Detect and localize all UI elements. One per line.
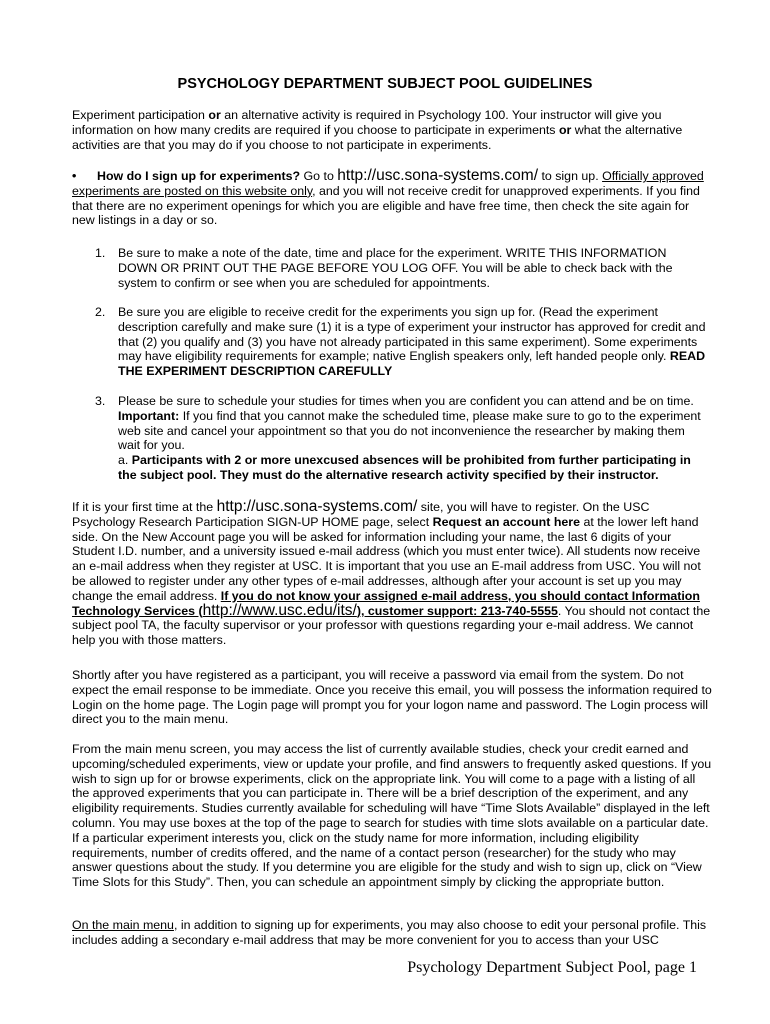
step-3-important: Important: <box>118 408 180 423</box>
its-contact-text: If you do not know your assigned e-mail address, you should contact Information Technology Services ( <box>72 588 700 618</box>
step-2-bold: READ THE EXPERIMENT DESCRIPTION CAREFULLY <box>118 349 706 379</box>
its-link[interactable]: http://www.usc.edu/its/ <box>202 601 357 619</box>
step-2-marker: 2. <box>95 305 106 319</box>
register-text-3: at the lower left hand side. On the New Account page you will be asked for information including your name, the last 6 digits of your Student I.D. number, and a university issued e-mail address (which you must enter twice). All students now receive an e-mail address when they register at USC. It is important that you use an E-mail address from USC. You will not be allowed to register under any other types of e-mail addresses, although after your account is set up you may change the email address. <box>72 514 701 603</box>
profile-paragraph <box>72 918 712 948</box>
step-2-text: Be sure you are eligible to receive credit for the experiments you sign up for. (Read the experiment description carefully and make sure (1) it is a type of experiment your instructor has approved for credit and that (2) you qualify and (3) you have not already participated in this same experiment). Some experiments may have eligibility requirements for example; native English speakers only, left handed people only. <box>118 305 706 364</box>
signup-question: How do I sign up for experiments? <box>97 169 301 183</box>
intro-or-1: or <box>208 108 221 122</box>
page-footer: Psychology Department Subject Pool, page 1 <box>407 959 697 976</box>
request-account-label: Request an account here <box>432 514 580 529</box>
signup-text-1: to sign up. <box>538 169 603 183</box>
signup-underlined: Officially approved experiments are posted on this website only <box>72 169 704 198</box>
sona-link[interactable]: http://usc.sona-systems.com/ <box>337 167 539 184</box>
page-title: PSYCHOLOGY DEPARTMENT SUBJECT POOL GUIDELINES <box>177 76 593 92</box>
step-3-marker: 3. <box>95 394 106 408</box>
intro-or-2: or <box>558 122 572 137</box>
register-paragraph <box>72 500 712 648</box>
intro-text-1: Experiment participation <box>72 108 209 122</box>
profile-text: , in addition to signing up for experiments, you may also choose to edit your personal profile. This includes adding a secondary e-mail address that may be more convenient for you to access than your USC <box>72 918 707 947</box>
signup-text-2: , and you will not receive credit for unapproved experiments. If you find that there are no experiment openings for which you are eligible and have free time, then check the site again for new listings in a day or so. <box>72 183 700 228</box>
intro-text-3: what the alternative activities are that you may do if you choose to not participate in experiments. <box>72 122 683 152</box>
profile-underlined: On the main menu <box>72 918 174 932</box>
step-3-text-1: Please be sure to schedule your studies for times when you are confident you can attend and be on time. <box>118 394 694 408</box>
main-menu-paragraph: From the main menu screen, you may access the list of currently available studies, check your credit earned and upcoming/scheduled experiments, view or update your profile, and find answers to frequently asked questions. If you wish to sign up for or browse experiments, click on the appropriate link. You will come to a page with a listing of all the approved experiments that you can participate in. There will be a brief description of the experiment, and any eligibility requirements. Studies currently available for scheduling will have “Time Slots Available” displayed in the left column. You may use boxes at the top of the page to search for studies with time slots available on a particular date. If a particular experiment interests you, click on the study name for more information, including eligibility requirements, number of credits offered, and the name of a contact person (researcher) for the study who may answer questions about the study. If you determine you are eligible for the study and wish to sign up, click on “View Time Slots for this Study”. Then, you can schedule an appointment simply by clicking the appropriate button. <box>72 742 712 890</box>
register-text-2: site, you will have to register. On the USC Psychology Research Participation SIGN-UP HOME page, select <box>72 500 650 529</box>
step-1 <box>95 246 708 290</box>
signup-paragraph <box>72 169 712 228</box>
register-text-1: If it is your first time at the <box>72 500 217 514</box>
signup-goto: Go to <box>300 169 338 183</box>
bullet-icon: • <box>72 169 77 183</box>
step-3-text-2: If you find that you cannot make the scheduled time, please make sure to go to the experiment web site and cancel your appointment so that you do not inconvenience the researcher by making them wait for you. <box>118 408 701 453</box>
register-text-4: . You should not contact the subject pool TA, the faculty supervisor or your professor with questions regarding your e-mail address. We cannot help you with those matters. <box>72 603 711 648</box>
password-paragraph: Shortly after you have registered as a participant, you will receive a password via email from the system. Do not expect the email response to be immediate. Once you receive this email, you will possess the information required to Login on the home page. The Login page will prompt you for your logon name and password. The Login process will direct you to the main menu. <box>72 668 712 727</box>
step-3a-marker: a. <box>118 453 132 468</box>
intro-paragraph <box>72 108 712 152</box>
step-1-text: Be sure to make a note of the date, time and place for the experiment. WRITE THIS INFORMATION DOWN OR PRINT OUT THE PAGE BEFORE YOU LOG OFF. You will be able to check back with the system to confirm or see when you are scheduled for appointments. <box>118 246 673 290</box>
sona-link-2[interactable]: http://usc.sona-systems.com/ <box>216 498 418 515</box>
intro-text-2: an alternative activity is required in Psychology 100. Your instructor will give you information on how many credits are required if you choose to participate in experiments <box>72 108 662 137</box>
step-2 <box>95 305 708 379</box>
step-1-marker: 1. <box>95 246 106 260</box>
step-3 <box>95 394 708 483</box>
its-phone-text: ), customer support: 213-740-5555 <box>356 603 558 618</box>
step-3a-bold: Participants with 2 or more unexcused absences will be prohibited from further participating in the subject pool. They must do the alternative research activity specified by their instructor. <box>118 453 691 482</box>
